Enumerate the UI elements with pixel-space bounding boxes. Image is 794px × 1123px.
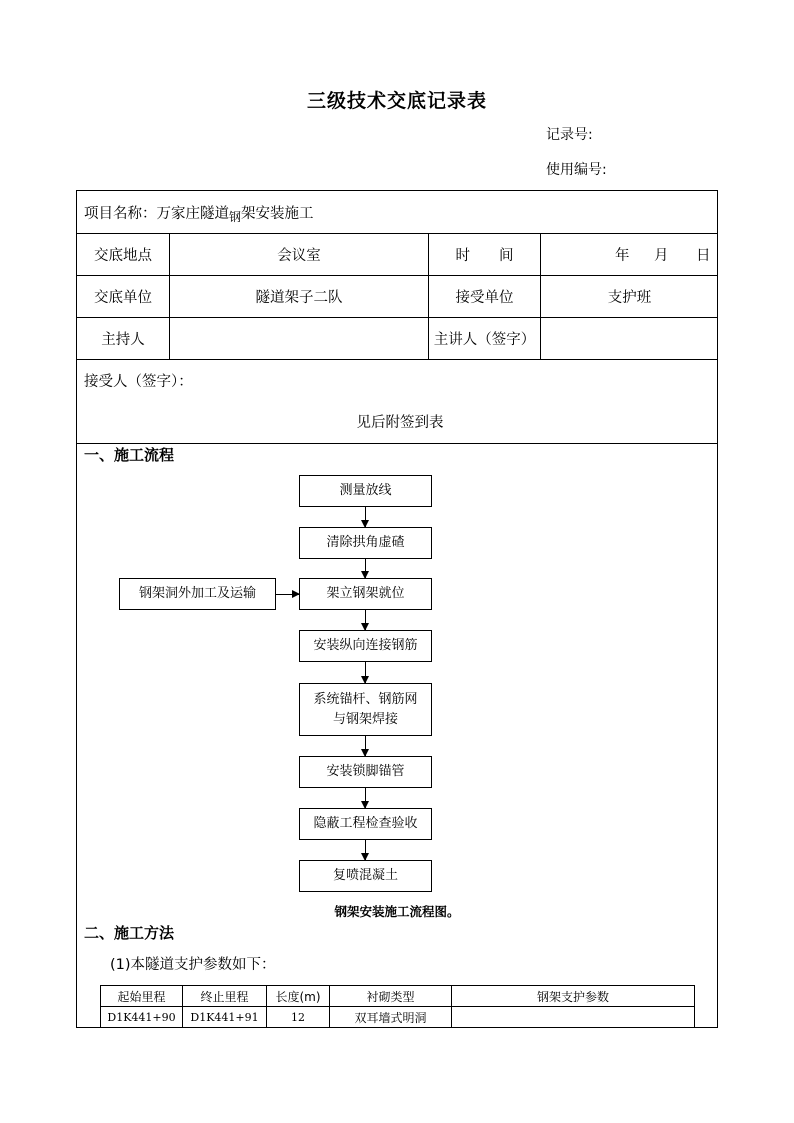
cell-end-mileage: D1K441+91 bbox=[183, 1007, 267, 1028]
cell-length: 12 bbox=[267, 1007, 330, 1028]
cell-steel-params bbox=[452, 1007, 695, 1028]
section2-heading: 二、施工方法 bbox=[84, 924, 175, 942]
location-label: 交底地点 bbox=[94, 248, 152, 264]
flow-step-shotcrete: 复喷混凝土 bbox=[299, 860, 432, 892]
header-lining-type: 衬砌类型 bbox=[330, 986, 452, 1007]
flow-step-weld: 系统锚杆、钢筋网 与钢架焊接 bbox=[299, 683, 432, 736]
flow-arrow bbox=[365, 662, 366, 683]
cell-start-mileage: D1K441+90 bbox=[101, 1007, 183, 1028]
host-label: 主持人 bbox=[101, 332, 145, 348]
unit-label: 交底单位 bbox=[94, 290, 152, 306]
table-header-row bbox=[101, 986, 695, 1007]
support-params-intro: (1)本隧道支护参数如下： bbox=[110, 957, 276, 973]
unit-value: 隧道架子二队 bbox=[255, 290, 343, 306]
location-value: 会议室 bbox=[277, 248, 321, 264]
receiver-label: 接受人（签字）： bbox=[84, 373, 193, 390]
flow-side-input: 钢架洞外加工及运输 bbox=[119, 578, 276, 610]
header-start-mileage: 起始里程 bbox=[101, 986, 183, 1007]
row-divider bbox=[76, 359, 718, 360]
date-day: 日 bbox=[696, 248, 711, 264]
support-params-table bbox=[100, 985, 695, 1028]
time-label: 时 间 bbox=[455, 248, 514, 264]
flow-step-clear: 清除拱角虚碴 bbox=[299, 527, 432, 559]
speaker-label: 主讲人（签字） bbox=[433, 332, 536, 348]
flow-arrow bbox=[365, 840, 366, 860]
flow-arrow bbox=[365, 736, 366, 756]
flow-caption: 钢架安装施工流程图。 bbox=[334, 904, 460, 919]
table-row bbox=[101, 1007, 695, 1028]
flow-step-inspect: 隐蔽工程检查验收 bbox=[299, 808, 432, 840]
section1-heading: 一、施工流程 bbox=[84, 446, 175, 464]
header-length: 长度(m) bbox=[267, 986, 330, 1007]
cell-lining-type: 双耳墙式明洞 bbox=[330, 1007, 452, 1028]
flow-arrow bbox=[365, 610, 366, 630]
flow-step-erect: 架立钢架就位 bbox=[299, 578, 432, 610]
project-field bbox=[84, 191, 314, 233]
flow-arrow bbox=[365, 559, 366, 578]
header-end-mileage: 终止里程 bbox=[183, 986, 267, 1007]
header-steel-params: 钢架支护参数 bbox=[452, 986, 695, 1007]
page-title: 三级技术交底记录表 bbox=[306, 90, 487, 112]
date-year: 年 bbox=[615, 248, 630, 264]
flow-step-survey: 测量放线 bbox=[299, 475, 432, 507]
project-value: 万家庄隧道$_钢$架安装施工 bbox=[156, 205, 314, 224]
flow-arrow bbox=[365, 507, 366, 527]
receiver-unit-label: 接受单位 bbox=[455, 290, 514, 306]
receiver-note: 见后附签到表 bbox=[356, 414, 444, 431]
usage-no-label: 使用编号: bbox=[546, 162, 607, 178]
receiver-unit-value: 支护班 bbox=[607, 290, 652, 306]
project-label: 项目名称： bbox=[84, 205, 157, 222]
flow-arrow bbox=[365, 788, 366, 808]
speaker-value bbox=[541, 318, 718, 359]
date-month: 月 bbox=[654, 248, 669, 264]
flow-step-rebar: 安装纵向连接钢筋 bbox=[299, 630, 432, 662]
flow-side-arrow bbox=[276, 594, 299, 595]
record-no-label: 记录号: bbox=[546, 127, 593, 143]
flow-step-anchor: 安装锁脚锚管 bbox=[299, 756, 432, 788]
host-value bbox=[170, 318, 428, 359]
